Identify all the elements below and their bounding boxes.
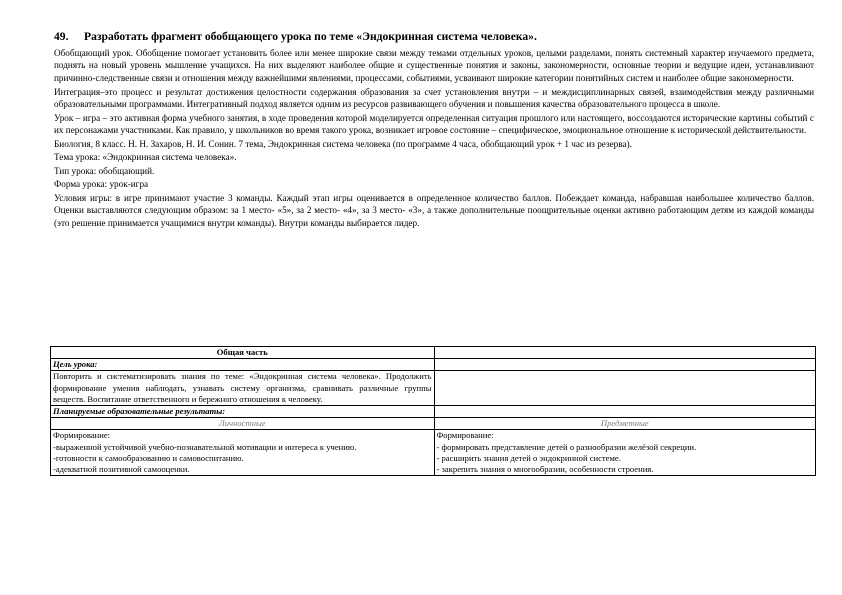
results-label-cell: Планируемые образовательные результаты:: [51, 406, 435, 418]
paragraph-game-rules: Условия игры: в игре принимают участие 3 команды. Каждый этап игры оценивается в определенное количество баллов. Побеждает команда, набравшая наибольшее количество баллов. Оценки выставляются следующим образом: за 1 место- «5», за 2 место- «4», за 3 место- «3», а также дополнительные поощрительные оценки активно работающим детям из каждой команды (это решение принимается учащимися внутри команды). Внутри команды выбирается лидер.: [54, 192, 814, 228]
list-item: - расширить знания детей о эндокринной системе.: [436, 452, 621, 463]
general-part-cell: Общая часть: [51, 347, 435, 359]
paragraph-game-lesson: Урок – игра – это активная форма учебного занятия, в ходе проведения которой моделируется определенная ситуация прошлого или настоящего, воссоздаются исторические картины событий с их персонажами участниками. Как правило, у школьников во время такого урока, возникает игровое состояние – специфическое, эмоциональное отношение к исторической действительности.: [54, 112, 814, 136]
list-item: -адекватной позитивной самооценки.: [53, 464, 190, 475]
personal-intro: Формирование:: [53, 430, 111, 441]
subject-results-cell: [434, 430, 816, 476]
table-row: [51, 359, 816, 371]
paragraph-textbook: Биология, 8 класс. Н. Н. Захаров, Н. И. Сонин. 7 тема, Эндокринная система человека (по программе 4 часа, обобщающий урок + 1 час из резерва).: [54, 138, 632, 149]
list-item: -выраженной устойчивой учебно-познавательной мотивации и интереса к учению.: [53, 441, 357, 452]
table-row: [51, 406, 816, 418]
table-row: [51, 418, 816, 430]
subject-intro: Формирование:: [436, 430, 494, 441]
paragraph-lesson-type: Тип урока: обобщающий.: [54, 165, 155, 176]
paragraph-integration: Интеграция–это процесс и результат достижения целостности содержания образования за счет установления внутри – и междисциплинарных связей, взаимодействия между различными образовательными программами. Интегративный подход является одним из ресурсов развивающего обучения и повышения качества образовательного процесса в школе.: [54, 86, 814, 109]
table-row: [51, 347, 816, 359]
paragraph-lesson-topic: Тема урока: «Эндокринная система человека».: [54, 152, 237, 163]
goal-label-cell: Цель урока:: [51, 359, 435, 371]
personal-results-cell: [51, 430, 435, 476]
paragraph-lesson-form: Форма урока: урок-игра: [54, 179, 149, 190]
list-item: -готовности к самообразованию и самовоспитанию.: [53, 452, 244, 463]
document-page: [54, 30, 814, 230]
goal-text-cell: Повторить и систематизировать знания по теме: «Эндокринная система человека». Продолжить формирование умения наблюдать, узнавать систему организма, сравнивать различные группы веществ. Воспитание ответственного и бережного отношения к человеку.: [51, 371, 435, 406]
task-number: 49.: [54, 30, 69, 43]
subject-results-header: Предметные: [434, 418, 816, 430]
paragraph-generalization: Обобщающий урок. Обобщение помогает установить более или менее широкие связи между темами отдельных уроков, целыми разделами, понять системный характер изучаемого предмета, поднять на новый уровень мышление учащихся. На них выделяют наиболее общие и существенные понятия и законы, закономерности, основные теории и ведущие идеи, устанавливают причинно-следственные связи и отношения между важнейшими явлениями, процессами, событиями, усваивают широкие категории понятийных систем и наиболее общие закономерности.: [54, 48, 814, 83]
task-heading: [54, 30, 814, 44]
table-row: [51, 371, 816, 406]
empty-cell: [434, 347, 816, 359]
table-row: [51, 430, 816, 476]
lesson-plan-table: [50, 346, 816, 476]
task-title: Разработать фрагмент обобщающего урока по теме «Эндокринная система человека».: [84, 30, 537, 43]
list-item: - закрепить знания о многообразии, особенности строения.: [436, 464, 654, 475]
empty-cell: [434, 359, 816, 371]
empty-cell: [434, 406, 816, 418]
list-item: - формировать представление детей о разнообразии желёзой секреции.: [436, 441, 697, 452]
personal-results-header: Личностные: [51, 418, 435, 430]
empty-cell: [434, 371, 816, 406]
